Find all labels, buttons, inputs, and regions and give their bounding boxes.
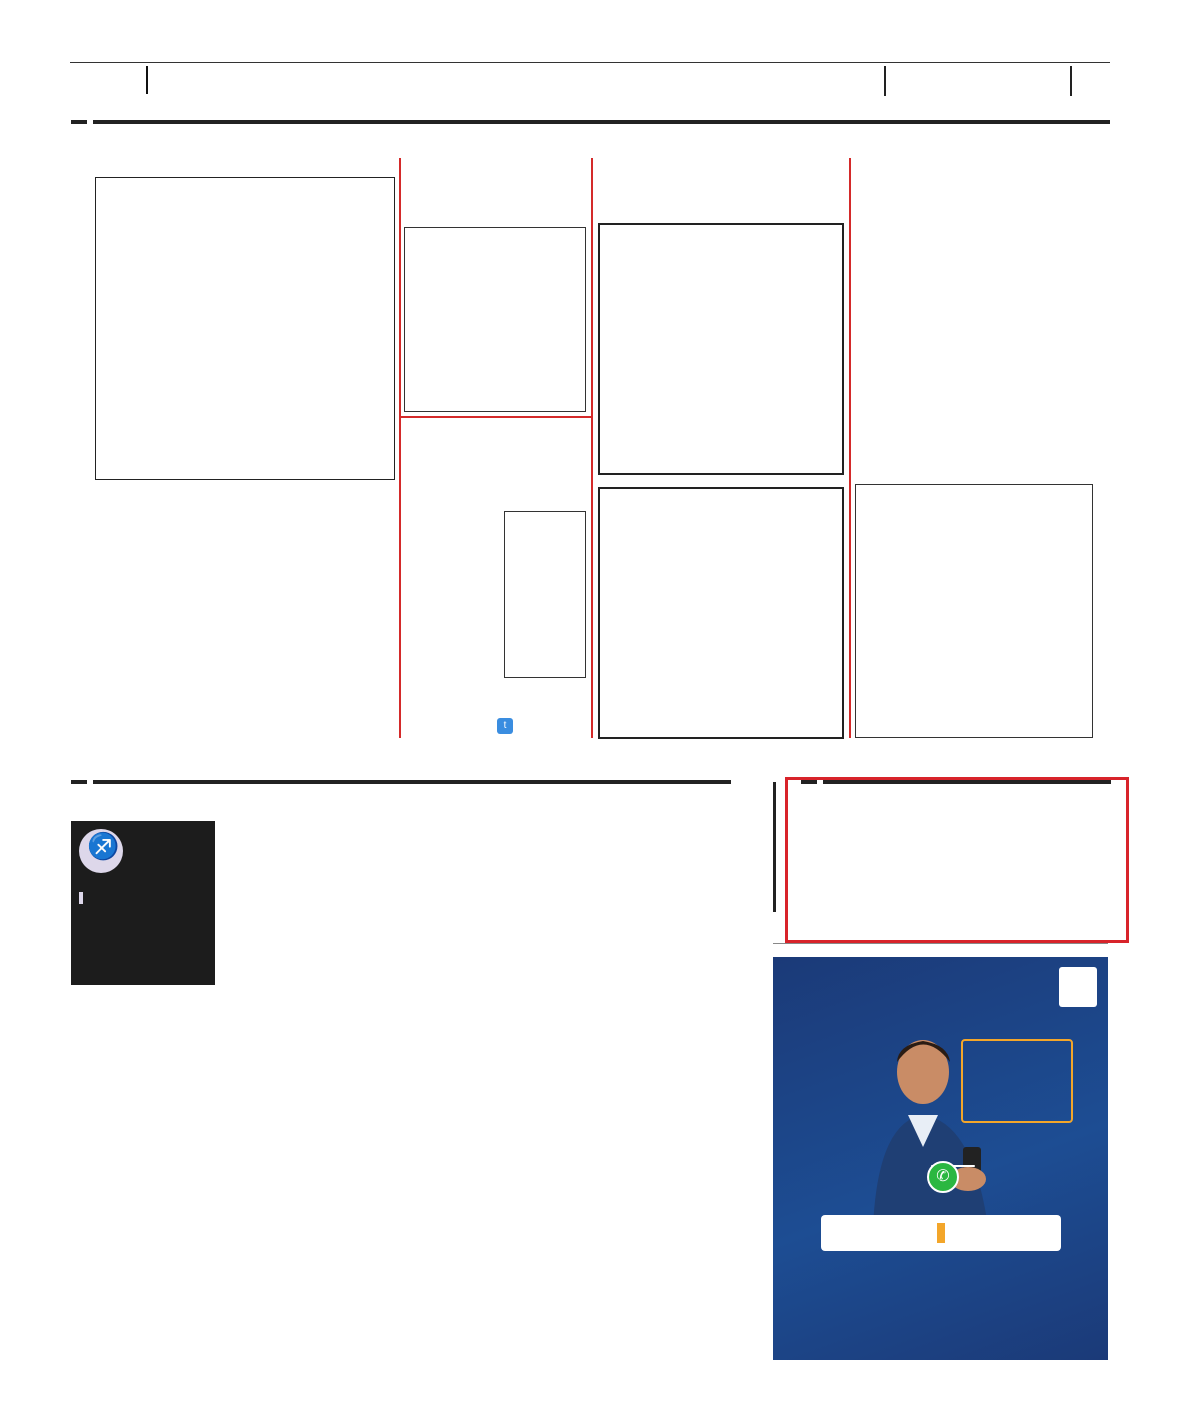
sudoku-gt-grid[interactable] [404,227,586,412]
ad-credito-banner [821,1215,1061,1251]
sudoku-grid-2[interactable] [598,487,844,739]
encuentro-rule [773,782,776,912]
twitter-handle[interactable] [497,718,516,734]
sagitario-card [71,821,215,985]
row-divider [400,416,591,418]
pasatiempos-heading [71,120,1110,124]
column-divider [591,158,593,738]
sudoku-grid-1[interactable] [598,223,844,475]
horoscopo-heading [71,780,731,784]
sermutual-logo [1059,967,1097,1007]
header-divider [1070,66,1072,96]
column-divider [399,158,401,738]
sign-text [79,891,211,905]
encuentro-bottom-rule [773,943,1108,944]
header-divider [884,66,886,96]
sagittarius-icon: ♐ [79,829,123,873]
credito-b [937,1223,945,1243]
ad-slogan [961,1039,1073,1123]
header-top-rule [70,62,1110,63]
crossword-grid[interactable] [95,177,395,480]
ruta-logica-board-2[interactable] [855,484,1093,738]
crediagil-ad[interactable] [773,957,1108,1360]
highlight-box [785,777,1129,943]
twitter-icon: t [497,718,513,734]
logic-solution-grid [504,511,586,678]
column-divider [849,158,851,738]
whatsapp-icon: ✆ [927,1161,959,1193]
logo-divider [146,66,148,94]
